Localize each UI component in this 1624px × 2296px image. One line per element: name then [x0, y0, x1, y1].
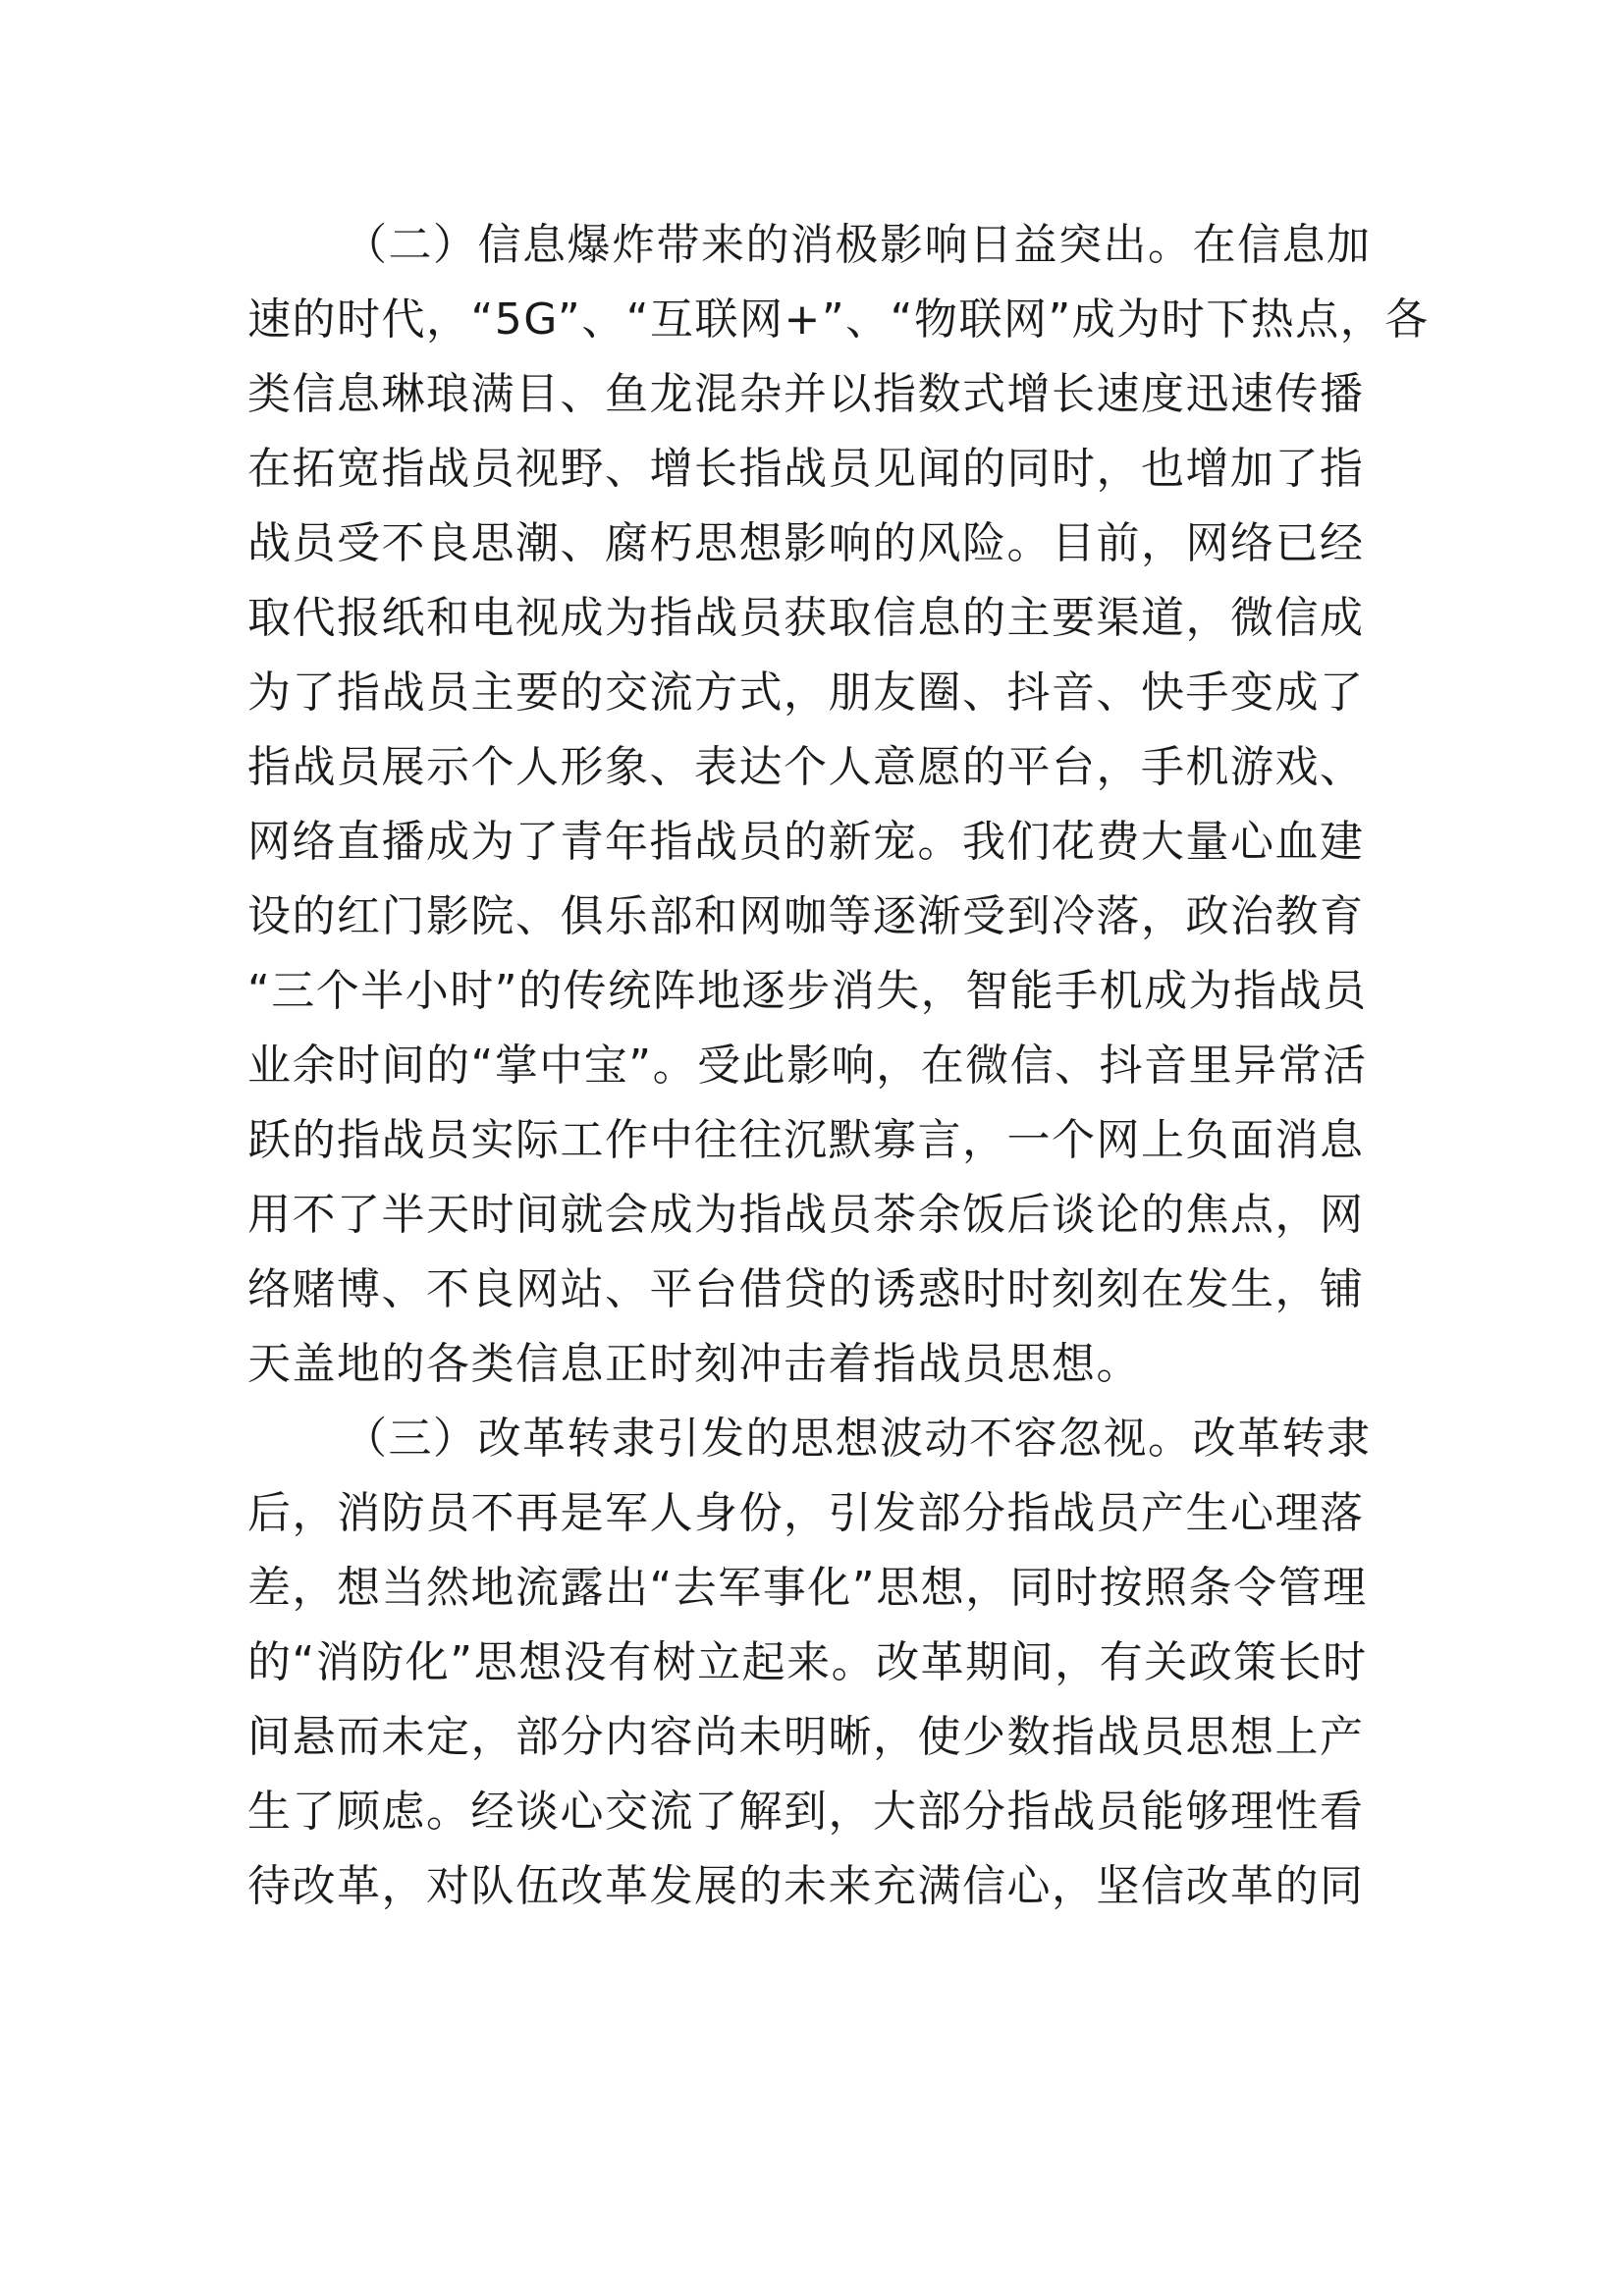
text-line: 待改革，对队伍改革发展的未来充满信心，坚信改革的同	[247, 1861, 1365, 1911]
paragraph-heading-line: （二）信息爆炸带来的消极影响日益突出。在信息加	[344, 220, 1372, 270]
text-line: 网络直播成为了青年指战员的新宠。我们花费大量心血建	[247, 817, 1365, 867]
text-line: 速的时代，“5G”、“互联网+”、“物联网”成为时下热点，各	[247, 294, 1430, 345]
text-line: 后，消防员不再是军人身份，引发部分指战员产生心理落	[247, 1488, 1365, 1538]
body-text	[247, 208, 1430, 1924]
paragraph-heading-line: （三）改革转隶引发的思想波动不容忽视。改革转隶	[344, 1414, 1372, 1464]
text-line: 天盖地的各类信息正时刻冲击着指战员思想。	[247, 1339, 1141, 1389]
text-line: 跃的指战员实际工作中往往沉默寡言，一个网上负面消息	[247, 1115, 1365, 1165]
text-line: “三个半小时”的传统阵地逐步消失，智能手机成为指战员	[247, 966, 1368, 1016]
text-line: 取代报纸和电视成为指战员获取信息的主要渠道，微信成	[247, 593, 1365, 643]
text-line: 络赌博、不良网站、平台借贷的诱惑时时刻刻在发生，铺	[247, 1264, 1365, 1314]
text-line: 差，想当然地流露出“去军事化”思想，同时按照条令管理	[247, 1563, 1368, 1613]
text-line: 指战员展示个人形象、表达个人意愿的平台，手机游戏、	[247, 742, 1365, 792]
text-line: 战员受不良思潮、腐朽思想影响的风险。目前，网络已经	[247, 518, 1365, 568]
text-line: 间悬而未定，部分内容尚未明晰，使少数指战员思想上产	[247, 1712, 1365, 1762]
text-line: 生了顾虑。经谈心交流了解到，大部分指战员能够理性看	[247, 1787, 1365, 1837]
text-line: 用不了半天时间就会成为指战员茶余饭后谈论的焦点，网	[247, 1190, 1365, 1240]
text-line: 设的红门影院、俱乐部和网咖等逐渐受到冷落，政治教育	[247, 891, 1365, 941]
text-line: 业余时间的“掌中宝”。受此影响，在微信、抖音里异常活	[247, 1041, 1368, 1091]
text-line: 的“消防化”思想没有树立起来。改革期间，有关政策长时	[247, 1637, 1368, 1687]
text-line: 为了指战员主要的交流方式，朋友圈、抖音、快手变成了	[247, 667, 1365, 718]
text-line: 在拓宽指战员视野、增长指战员见闻的同时，也增加了指	[247, 444, 1365, 494]
text-line: 类信息琳琅满目、鱼龙混杂并以指数式增长速度迅速传播	[247, 369, 1365, 419]
